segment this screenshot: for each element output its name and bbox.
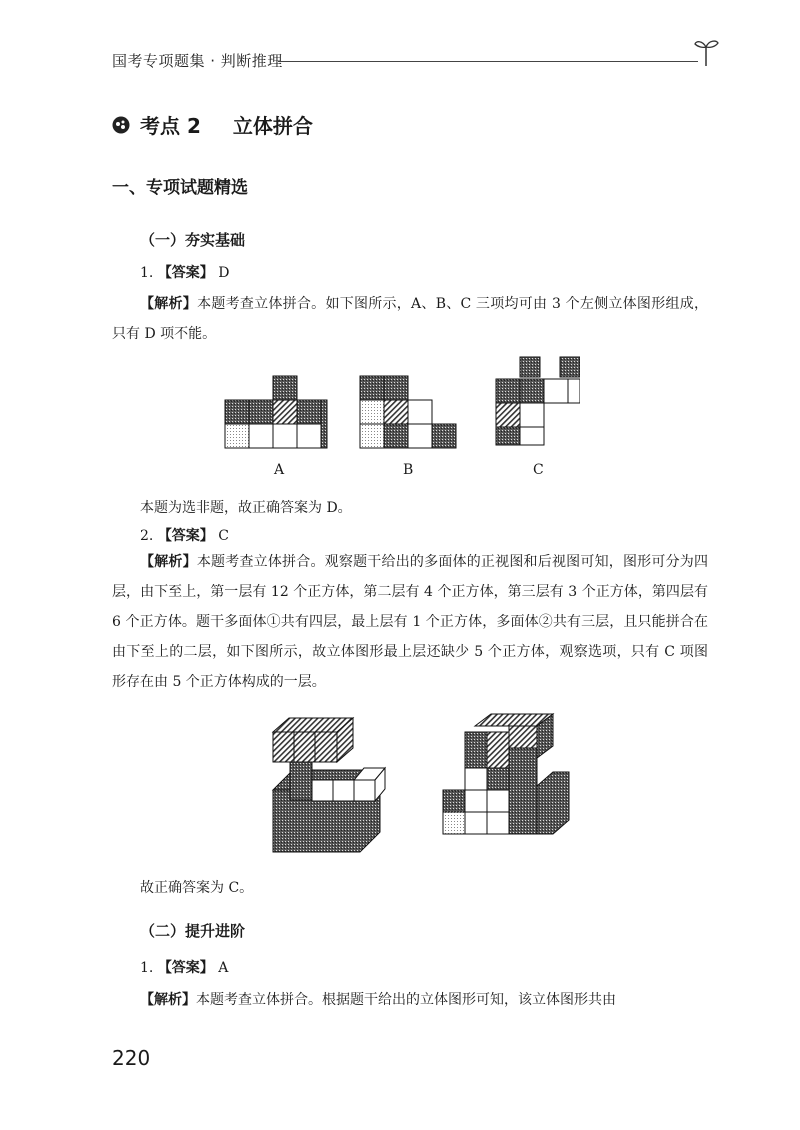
section-title: [112, 110, 313, 139]
running-header: [112, 44, 712, 74]
header-rule: [278, 61, 698, 62]
q2-number: 2.: [140, 528, 154, 544]
figure-2-left-solid: [273, 718, 385, 852]
q1-conclusion: 本题为选非题，故正确答案为 D。: [140, 500, 352, 516]
q1-answer-label: 【答案】: [157, 265, 214, 281]
q3-answer-label: 【答案】: [157, 960, 214, 976]
sprout-icon: [694, 38, 720, 68]
q3-answer: A: [218, 960, 229, 976]
q2-analysis-text: 本题考查立体拼合。观察题干给出的多面体的正视图和后视图可知，图形可分为四层，由下至上，第一层有 12 个正方体，第二层有 4 个正方体，第三层有 3 个正方体，第四层有 6 个正方体。题干多面体①共有四层，最上层有 1 个正方体，多面体②共有三层，且只能拼合在由下至上的二层，如下图所示，故立体图形最上层还缺少 5 个正方体，观察选项，只有 C 项图形存在由 5 个正方体构成的一层。: [112, 554, 709, 690]
figure-1-cubes: [220, 355, 580, 455]
q2-answer: C: [218, 528, 229, 544]
q2-answer-line: [140, 526, 229, 546]
section-number: 考点 2: [140, 114, 201, 138]
q2-analysis-label: 【解析】: [140, 554, 197, 570]
subheading-advanced: （二）提升进阶: [140, 922, 246, 940]
figure-1-option-b: [360, 376, 456, 448]
part-heading: 一、专项试题精选: [112, 178, 248, 198]
q3-analysis: [112, 985, 708, 1015]
q3-analysis-text: 本题考查立体拼合。根据题干给出的立体图形可知，该立体图形共由: [196, 992, 616, 1008]
subheading-basic: （一）夯实基础: [140, 231, 246, 249]
q3-number: 1.: [140, 960, 154, 976]
figure-2-cubes: [255, 712, 585, 862]
q1-analysis: [112, 289, 708, 349]
page-number: 220: [112, 1046, 151, 1070]
header-title: 国考专项题集 · 判断推理: [112, 52, 283, 70]
figure-1-option-c: [496, 357, 580, 445]
q1-answer: D: [218, 265, 230, 281]
figure-2-right-solid: [443, 714, 569, 834]
q1-number: 1.: [140, 265, 154, 281]
q1-answer-line: [140, 263, 230, 283]
q1-analysis-text: 本题考查立体拼合。如下图所示，A、B、C 三项均可由 3 个左侧立体图形组成，只有 D 项不能。: [112, 296, 708, 342]
figure-1-option-a: [225, 376, 327, 448]
q2-conclusion: 故正确答案为 C。: [140, 880, 254, 896]
section-bullet-icon: [112, 116, 130, 134]
figure-1-label-a: A: [274, 462, 285, 478]
q2-analysis: [112, 547, 708, 697]
q3-answer-line: [140, 958, 228, 978]
q2-answer-label: 【答案】: [157, 528, 214, 544]
figure-1-label-c: C: [533, 462, 544, 478]
q3-analysis-label: 【解析】: [140, 992, 196, 1008]
q1-analysis-label: 【解析】: [140, 296, 198, 312]
figure-1-label-b: B: [403, 462, 414, 478]
section-subtitle: 立体拼合: [232, 114, 313, 138]
